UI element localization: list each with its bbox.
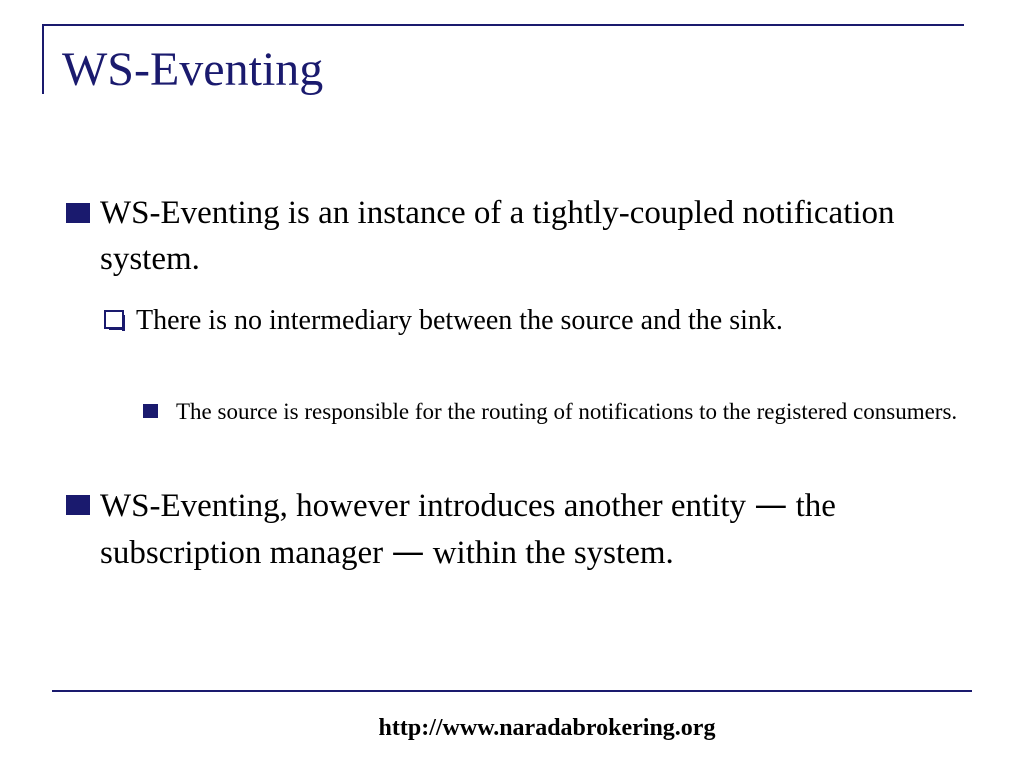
em-dash: —	[754, 485, 788, 524]
bullet-text-after: within the system.	[432, 535, 674, 571]
title-left-rule	[42, 24, 44, 94]
bullet-level2-item	[136, 302, 936, 340]
bullet-text: WS-Eventing is an instance of a tightly-coupled notification system.	[100, 195, 895, 277]
hollow-square-bullet-icon	[104, 310, 124, 329]
filled-square-bullet-icon	[66, 203, 90, 223]
title-top-rule	[42, 24, 964, 26]
bullet-text: The source is responsible for the routing of notifications to the registered consumers.	[176, 399, 958, 424]
bullet-text: There is no intermediary between the source and the sink.	[136, 305, 783, 336]
bullet-text-before: WS-Eventing, however introduces another entity	[100, 488, 747, 524]
em-dash: —	[391, 532, 425, 571]
bullet-level1-item	[100, 482, 960, 576]
slide-title: WS-Eventing	[62, 43, 324, 96]
small-square-bullet-icon	[143, 404, 158, 418]
bullet-level3-item	[176, 395, 966, 428]
bullet-text-middle: the subscription manager	[100, 488, 836, 571]
bullet-level1-item	[100, 190, 960, 282]
footer-rule	[52, 690, 972, 692]
footer-url: http://www.naradabrokering.org	[378, 715, 716, 741]
filled-square-bullet-icon	[66, 495, 90, 515]
